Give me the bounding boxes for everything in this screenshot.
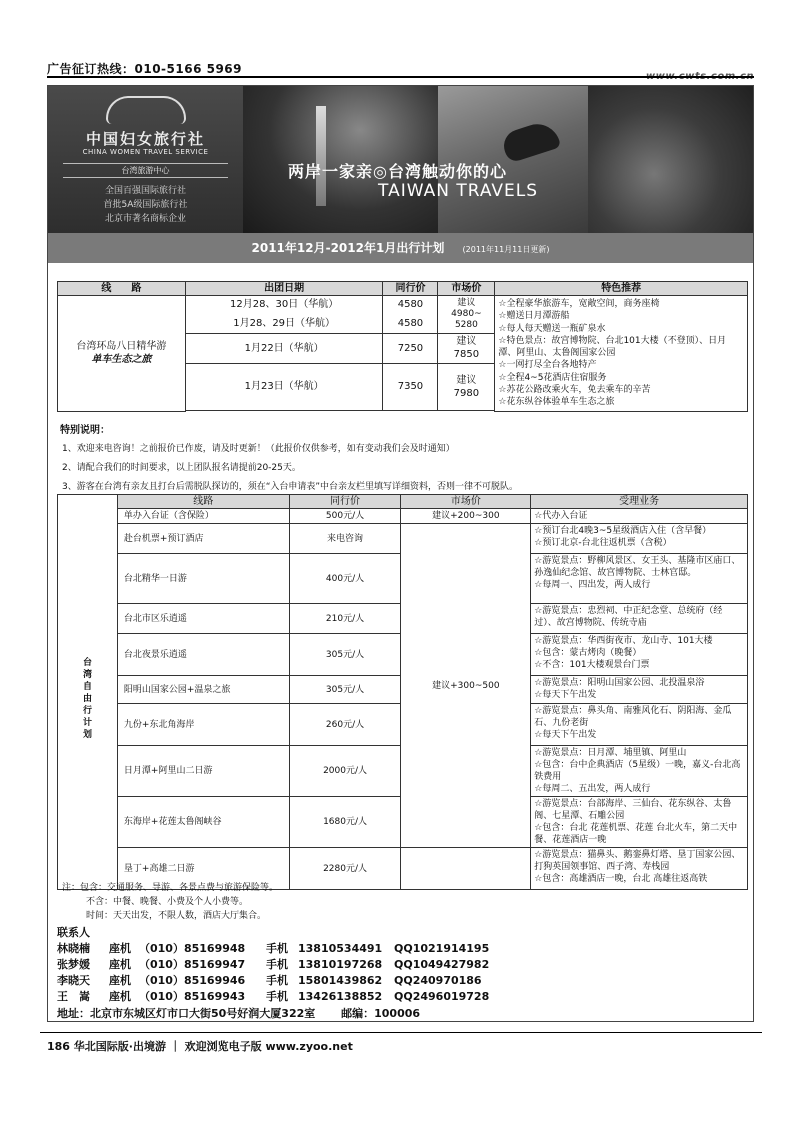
price-text: 4580 [397, 318, 424, 330]
price-text: 4580 [397, 299, 424, 311]
market-text: 7850 [453, 349, 480, 361]
market-text: 4980~ [451, 308, 482, 319]
route-cell: 垦丁+高雄二日游 [117, 848, 289, 890]
business-item: ☆游览景点：鼻头角、南雅风化石、阴阳海、金瓜石、九份老街 [534, 706, 732, 728]
feature-item: ☆全程4~5花酒店住宿服务 [498, 372, 607, 383]
business-cell [531, 524, 748, 554]
contact-mobile: 15801439862 [298, 974, 383, 987]
business-item: ☆游览景点：日月潭、埔里镇、阿里山 [534, 748, 687, 758]
footnote: 注：包含：交通服务、导游、各景点费与旅游保险等。 [62, 883, 279, 893]
contact-qq: QQ2496019728 [394, 990, 490, 1003]
business-item: ☆游览景点：阳明山国家公园、北投温泉浴 [534, 678, 705, 688]
business-cell [531, 848, 748, 890]
mobile-label: 手机 [266, 958, 288, 971]
contact-name: 张梦媛 [57, 958, 90, 971]
route-subtitle: 单车生态之旅 [91, 354, 152, 366]
mobile-label: 手机 [266, 974, 288, 987]
contact-qq: QQ1049427982 [394, 958, 490, 971]
business-item: ☆预订北京-台北往返机票（含税） [534, 538, 672, 548]
contact-name: 李晓天 [57, 974, 90, 987]
feature-item: ☆每人每天赠送一瓶矿泉水 [498, 323, 606, 334]
business-item: ☆每天下午出发 [534, 690, 597, 700]
business-item: ☆包含：台中企典酒店（5星级）一晚，嘉义-台北高铁费用 [534, 760, 741, 782]
tel-label: 座机 [109, 974, 131, 987]
market-cell [438, 296, 495, 334]
date-cell: 1月23日（华航） [185, 363, 383, 410]
contact-tel: （010）85169946 [139, 974, 246, 987]
market-text: 7980 [453, 387, 480, 399]
tel-label: 座机 [109, 990, 131, 1003]
banner-slogan: 两岸一家亲◎台湾触动你的心 [288, 162, 507, 181]
side-char: 台 [82, 657, 92, 668]
table-row [58, 509, 748, 524]
price-cell: 500元/人 [289, 509, 401, 524]
side-char: 计 [82, 717, 92, 728]
date-cell [185, 296, 383, 334]
price-cell: 305元/人 [289, 676, 401, 704]
contact-name: 王 嵩 [57, 990, 90, 1003]
company-credential: 全国百强国际旅行社 [104, 186, 186, 196]
market-text: 建议 [456, 336, 477, 348]
tour-table-header [58, 282, 748, 296]
footnote: 不含：中餐、晚餐、小费及个人小费等。 [86, 897, 249, 907]
route-cell: 日月潭+阿里山二日游 [117, 746, 289, 797]
contact-mobile: 13810197268 [298, 958, 383, 971]
col-date: 出团日期 [185, 282, 383, 296]
features-cell [495, 296, 748, 412]
side-char: 湾 [82, 669, 92, 680]
route-cell: 阳明山国家公园+温泉之旅 [117, 676, 289, 704]
page-footer: 186 华北国际版·出境游 ｜ 欢迎浏览电子版 www.zyoo.net [47, 1040, 353, 1053]
col-market: 市场价 [438, 282, 495, 296]
price-cell: 400元/人 [289, 554, 401, 604]
taiwan-center-label: 台湾旅游中心 [63, 163, 228, 178]
ad-hotline: 广告征订热线：010-5166 5969 [47, 62, 243, 76]
schedule-title [48, 233, 753, 263]
market-cell: 建议+300~500 [401, 524, 531, 848]
special-note: 2、请配合我们的时间要求，以上团队报名请提前20-25天。 [62, 463, 301, 473]
postcode: 邮编：100006 [341, 1007, 421, 1020]
feature-item: ☆苏花公路改乘火车，免去乘车的辛苦 [498, 385, 651, 396]
side-char: 划 [82, 729, 92, 740]
business-item: ☆游览景点：华西街夜市、龙山寺、101大楼 [534, 636, 713, 646]
price-cell: 260元/人 [289, 704, 401, 746]
col-price: 同行价 [383, 282, 438, 296]
company-name-en: CHINA WOMEN TRAVEL SERVICE [82, 148, 209, 156]
route-cell: 台北精华一日游 [117, 554, 289, 604]
route-cell: 台北市区乐逍遥 [117, 604, 289, 634]
mountain-forest-photo [588, 86, 753, 233]
business-item: ☆包含：台北 花莲机票、花莲 台北火车，第二天中餐、花莲酒店一晚 [534, 823, 738, 845]
price-cell: 2000元/人 [289, 746, 401, 797]
col-market: 市场价 [401, 495, 531, 509]
business-cell: ☆代办入台证 [531, 509, 748, 524]
tel-label: 座机 [109, 942, 131, 955]
special-notes-title: 特别说明： [60, 425, 110, 436]
market-text: 建议 [457, 297, 476, 308]
date-cell: 1月22日（华航） [185, 333, 383, 363]
company-credential: 北京市著名商标企业 [104, 214, 186, 224]
business-cell: ☆游览景点：忠烈祠、中正纪念堂、总统府（经过）、故宫博物院、传统寺庙 [531, 604, 748, 634]
business-cell [531, 634, 748, 676]
free-travel-side-label [58, 509, 118, 890]
side-char: 由 [82, 693, 92, 704]
contact-tel: （010）85169948 [139, 942, 246, 955]
business-item: ☆游览景点：猫鼻头、鹅銮鼻灯塔、垦丁国家公园、打狗英国领事馆、西子湾、寿栈园 [534, 850, 741, 872]
price-cell: 7350 [383, 363, 438, 410]
price-cell: 7250 [383, 333, 438, 363]
free-table-header [58, 495, 748, 509]
route-cell: 赴台机票+预订酒店 [117, 524, 289, 554]
contact-mobile: 13426138852 [298, 990, 383, 1003]
mobile-label: 手机 [266, 990, 288, 1003]
business-item: ☆预订台北4晚3~5星级酒店入住（含早餐） [534, 526, 712, 536]
schedule-title-main: 2011年12月-2012年1月出行计划 [251, 241, 445, 255]
company-logo-panel [48, 86, 243, 233]
business-cell [531, 746, 748, 797]
price-cell: 305元/人 [289, 634, 401, 676]
market-cell [438, 333, 495, 363]
market-text: 5280 [454, 319, 478, 330]
table-row [58, 524, 748, 554]
business-item: ☆不含：101大楼观景台门票 [534, 660, 650, 670]
tel-label: 座机 [109, 958, 131, 971]
table-row [58, 296, 748, 334]
route-cell [58, 296, 186, 412]
col-route: 线 路 [58, 282, 186, 296]
footnote: 时间：天天出发，不限人数，酒店大厅集合。 [86, 911, 267, 921]
contacts-title: 联系人 [57, 926, 90, 939]
route-cell: 台北夜景乐逍遥 [117, 634, 289, 676]
address: 地址：北京市东城区灯市口大街50号好润大厦322室 [57, 1007, 316, 1020]
business-cell [531, 797, 748, 848]
contact-row [57, 988, 489, 1004]
contact-qq: QQ1021914195 [394, 942, 490, 955]
business-item: ☆游览景点：野柳风景区、女王头、基隆市区庙口、孙逸仙纪念馆、故宫博物院、士林官邸。 [534, 556, 741, 578]
col-price: 同行价 [289, 495, 401, 509]
contact-tel: （010）85169943 [139, 990, 246, 1003]
price-cell: 来电咨询 [289, 524, 401, 554]
col-route: 线路 [117, 495, 289, 509]
free-travel-table [57, 494, 748, 890]
tour-table [57, 281, 748, 412]
route-cell: 九份+东北角海岸 [117, 704, 289, 746]
price-cell: 2280元/人 [289, 848, 401, 890]
col-business: 受理业务 [531, 495, 748, 509]
footer-rule [40, 1032, 762, 1033]
feature-item: ☆特色景点：故宫博物院、台北101大楼（不登顶）、日月潭、阿里山、太鲁阁国家公园 [498, 335, 727, 359]
header-rule [47, 76, 754, 78]
contact-mobile: 13810534491 [298, 942, 383, 955]
cwts-logo-icon [106, 96, 186, 124]
contact-row [57, 940, 489, 956]
contact-qq: QQ240970186 [394, 974, 482, 987]
special-note: 3、游客在台湾有亲友且打台后需脱队探访的，须在“入台申请表”中台亲友栏里填写详细资料，否则一律不可脱队。 [62, 482, 519, 492]
side-char: 自 [82, 681, 92, 692]
price-cell: 210元/人 [289, 604, 401, 634]
market-cell [438, 363, 495, 410]
banner [48, 86, 753, 233]
side-char: 行 [82, 705, 92, 716]
contact-name: 林晓楠 [57, 942, 90, 955]
schedule-update-note: (2011年11月11日更新) [462, 245, 550, 254]
business-item: ☆每周二、五出发，两人成行 [534, 784, 651, 794]
address-line [57, 1005, 420, 1021]
contact-tel: （010）85169947 [139, 958, 246, 971]
business-item: ☆包含：高雄酒店一晚，台北 高雄往返高铁 [534, 874, 708, 884]
route-cell: 东海岸+花莲太鲁阁峡谷 [117, 797, 289, 848]
price-cell [383, 296, 438, 334]
feature-item: ☆赠送日月潭游船 [498, 311, 570, 322]
contact-row [57, 972, 482, 988]
contact-row [57, 956, 489, 972]
business-cell [531, 554, 748, 604]
market-cell: 建议+200~300 [401, 509, 531, 524]
route-name: 台湾环岛八日精华游 [76, 341, 167, 353]
market-text: 建议 [456, 374, 477, 386]
taipei-101-icon [316, 106, 326, 206]
business-cell [531, 704, 748, 746]
business-item: ☆每天下午出发 [534, 730, 597, 740]
business-item: ☆包含：蒙古烤肉（晚餐） [534, 648, 642, 658]
business-item: ☆游览景点：台部海岸、三仙台、花东纵谷、太鲁阁、七星潭、石雕公园 [534, 799, 732, 821]
date-text: 1月28、29日（华航） [233, 318, 336, 330]
business-cell [531, 676, 748, 704]
mobile-label: 手机 [266, 942, 288, 955]
date-text: 12月28、30日（华航） [230, 299, 339, 311]
business-item: ☆每周一、四出发，两人成行 [534, 580, 651, 590]
feature-item: ☆一网打尽全台各地特产 [498, 360, 597, 371]
special-note: 1、欢迎来电咨询！之前报价已作废，请及时更新！（此报价仅供参考，如有变动我们会及时通知） [62, 444, 455, 454]
feature-item: ☆花东纵谷体验单车生态之旅 [498, 397, 615, 408]
route-cell: 单办入台证（含保险） [117, 509, 289, 524]
banner-slogan-en: TAIWAN TRAVELS [378, 181, 539, 201]
company-name-cn: 中国妇女旅行社 [85, 130, 205, 148]
feature-item: ☆全程豪华旅游车，宽敞空间，商务座椅 [498, 299, 660, 309]
company-credential: 首批5A级国际旅行社 [103, 200, 188, 210]
col-features: 特色推荐 [495, 282, 748, 296]
price-cell: 1680元/人 [289, 797, 401, 848]
